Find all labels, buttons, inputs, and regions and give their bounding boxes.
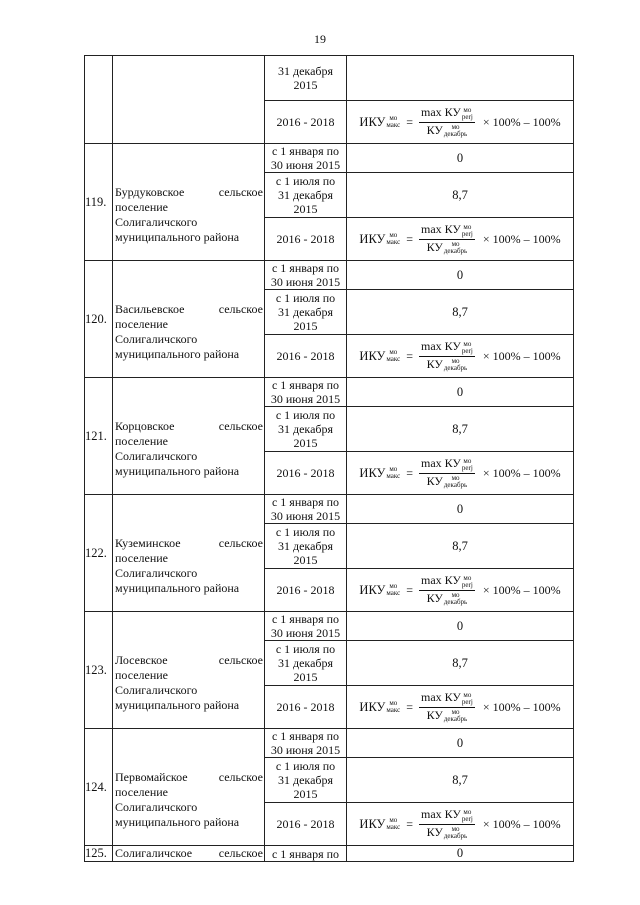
period-line: с 1 июля по xyxy=(275,174,336,188)
value-cell: 0 xyxy=(347,378,574,407)
formula-den: КУ xyxy=(426,707,443,722)
name-word: Солигаличское xyxy=(115,846,193,860)
value-cell: 8,7 xyxy=(347,407,574,452)
formula-num: max КУ xyxy=(421,456,461,471)
formula-lhs-sup: мо xyxy=(389,348,398,356)
formula-fraction xyxy=(419,457,475,489)
name-line: муниципального района xyxy=(115,697,240,712)
formula-lhs: ИКУ xyxy=(359,348,386,363)
period-line: 2015 xyxy=(293,553,318,567)
formula-lhs-sup: мо xyxy=(389,699,398,707)
row-number: 123. xyxy=(85,612,113,729)
period-line: с 1 января по xyxy=(271,729,340,743)
name-line: поселение xyxy=(115,667,169,682)
value-cell: 0 xyxy=(347,495,574,524)
name-line: Солигаличского xyxy=(115,331,198,346)
formula-den: КУ xyxy=(426,824,443,839)
formula-tail: × 100% – 100% xyxy=(482,114,561,129)
formula-den-sup: мо xyxy=(451,122,460,131)
formula-num-sub: perj xyxy=(461,580,473,589)
period-cell xyxy=(265,758,347,803)
formula xyxy=(347,340,573,372)
formula-lhs-sub: макс xyxy=(386,472,401,480)
period-line: 30 июня 2015 xyxy=(270,743,341,757)
formula-fraction xyxy=(419,574,475,606)
formula-tail: × 100% – 100% xyxy=(482,582,561,597)
name-line: муниципального района xyxy=(115,346,240,361)
table-row xyxy=(85,144,574,173)
period-cell xyxy=(265,641,347,686)
period-line: 31 декабря xyxy=(277,422,334,436)
formula-den-sub: декабрь xyxy=(443,714,468,723)
name-line: муниципального района xyxy=(115,229,240,244)
table-row xyxy=(85,729,574,758)
formula xyxy=(347,223,573,255)
formula-eq: = xyxy=(406,465,413,480)
formula-lhs-sub: макс xyxy=(386,706,401,714)
name-line: Солигаличского xyxy=(115,682,198,697)
formula xyxy=(347,106,573,138)
formula xyxy=(347,808,573,840)
value-cell xyxy=(347,56,574,101)
formula-num-sub: perj xyxy=(461,229,473,238)
name-word: Корцовское xyxy=(115,418,175,433)
settlement-name xyxy=(113,612,265,729)
period-line: с 1 января по xyxy=(271,261,340,275)
value-cell: 8,7 xyxy=(347,290,574,335)
formula-lhs-sup: мо xyxy=(389,465,398,473)
table-row xyxy=(85,495,574,524)
formula-eq: = xyxy=(406,231,413,246)
name-word: сельское xyxy=(218,535,263,550)
formula-cell xyxy=(347,569,574,612)
name-line: поселение xyxy=(115,199,169,214)
formula xyxy=(347,691,573,723)
period-line: с 1 июля по xyxy=(275,759,336,773)
period-line: 31 декабря xyxy=(277,188,334,202)
formula-den-sup: мо xyxy=(451,473,460,482)
period-line: 30 июня 2015 xyxy=(270,275,341,289)
formula-num: max КУ xyxy=(421,339,461,354)
value-cell: 8,7 xyxy=(347,641,574,686)
period-line: 30 июня 2015 xyxy=(270,392,341,406)
formula-den: КУ xyxy=(426,356,443,371)
formula-num: max КУ xyxy=(421,222,461,237)
period-line: 2015 xyxy=(293,436,318,450)
name-line: поселение xyxy=(115,784,169,799)
name-line: Солигаличского xyxy=(115,214,198,229)
name-line: Солигаличского xyxy=(115,448,198,463)
period-cell: 2016 - 2018 xyxy=(265,569,347,612)
formula-lhs: ИКУ xyxy=(359,114,386,129)
number-cell xyxy=(85,56,113,144)
table-row xyxy=(85,261,574,290)
formula-den-sub: декабрь xyxy=(443,129,468,138)
name-line: муниципального района xyxy=(115,580,240,595)
formula-den: КУ xyxy=(426,239,443,254)
formula-num: max КУ xyxy=(421,573,461,588)
period-line: 31 декабря xyxy=(277,773,334,787)
value-cell: 0 xyxy=(347,612,574,641)
formula-lhs-sup: мо xyxy=(389,816,398,824)
formula-den-sup: мо xyxy=(451,239,460,248)
row-number: 121. xyxy=(85,378,113,495)
period-cell: с 1 января по xyxy=(265,846,347,862)
tariff-table xyxy=(84,55,574,862)
period-cell: 2016 - 2018 xyxy=(265,803,347,846)
formula-lhs-sup: мо xyxy=(389,231,398,239)
settlement-name xyxy=(113,846,265,862)
period-cell xyxy=(265,290,347,335)
table-row xyxy=(85,378,574,407)
formula-tail: × 100% – 100% xyxy=(482,465,561,480)
formula-cell xyxy=(347,452,574,495)
period-line: с 1 января по xyxy=(271,144,340,158)
period-line: с 1 июля по xyxy=(275,642,336,656)
period-line: с 1 июля по xyxy=(275,291,336,305)
name-line: поселение xyxy=(115,316,169,331)
formula-cell xyxy=(347,335,574,378)
formula-fraction xyxy=(419,223,475,255)
formula-num-sub: perj xyxy=(461,697,473,706)
formula-lhs-sub: макс xyxy=(386,238,401,246)
value-cell: 8,7 xyxy=(347,758,574,803)
row-number: 125. xyxy=(85,846,113,862)
formula-den-sup: мо xyxy=(451,590,460,599)
formula-fraction xyxy=(419,340,475,372)
formula-den-sub: декабрь xyxy=(443,363,468,372)
formula xyxy=(347,457,573,489)
period-cell xyxy=(265,261,347,290)
formula-num-sup: мо xyxy=(463,105,472,114)
period-line: 31 декабря xyxy=(277,305,334,319)
formula-lhs-sub: макс xyxy=(386,823,401,831)
formula-cell xyxy=(347,803,574,846)
settlement-name xyxy=(113,495,265,612)
value-cell: 0 xyxy=(347,144,574,173)
formula-fraction xyxy=(419,106,475,138)
formula-num-sub: perj xyxy=(461,463,473,472)
formula-num-sup: мо xyxy=(463,456,472,465)
formula-fraction xyxy=(419,691,475,723)
settlement-name xyxy=(113,378,265,495)
formula-den-sup: мо xyxy=(451,824,460,833)
name-word: сельское xyxy=(218,846,263,860)
period-line: 2015 xyxy=(293,787,318,801)
formula-lhs: ИКУ xyxy=(359,231,386,246)
formula-den-sup: мо xyxy=(451,707,460,716)
name-cell xyxy=(113,56,265,144)
page-number: 19 xyxy=(314,32,326,46)
formula-lhs: ИКУ xyxy=(359,699,386,714)
formula-lhs-sub: макс xyxy=(386,355,401,363)
period-line: с 1 июля по xyxy=(275,525,336,539)
period-cell xyxy=(265,495,347,524)
formula-lhs-sub: макс xyxy=(386,589,401,597)
formula-den: КУ xyxy=(426,122,443,137)
formula-eq: = xyxy=(406,699,413,714)
row-number: 119. xyxy=(85,144,113,261)
period-cell: 2016 - 2018 xyxy=(265,686,347,729)
formula-num-sup: мо xyxy=(463,807,472,816)
formula-num-sub: perj xyxy=(461,112,473,121)
name-word: сельское xyxy=(218,652,263,667)
formula-eq: = xyxy=(406,816,413,831)
name-line: Солигаличского xyxy=(115,799,198,814)
period-line: 2015 xyxy=(293,202,318,216)
formula-num: max КУ xyxy=(421,105,461,120)
value-cell: 0 xyxy=(347,729,574,758)
formula-cell xyxy=(347,686,574,729)
formula-tail: × 100% – 100% xyxy=(482,699,561,714)
period-cell xyxy=(265,524,347,569)
settlement-name xyxy=(113,261,265,378)
table-row xyxy=(85,846,574,862)
period-line: с 1 января по xyxy=(271,612,340,626)
name-line: Солигаличского xyxy=(115,565,198,580)
value-cell: 8,7 xyxy=(347,173,574,218)
name-word: сельское xyxy=(218,301,263,316)
settlement-name xyxy=(113,729,265,846)
period-line: 2015 xyxy=(293,78,318,92)
formula-lhs-sub: макс xyxy=(386,121,401,129)
formula-den-sub: декабрь xyxy=(443,480,468,489)
row-number: 124. xyxy=(85,729,113,846)
period-cell: 2016 - 2018 xyxy=(265,335,347,378)
name-line: муниципального района xyxy=(115,814,240,829)
formula-tail: × 100% – 100% xyxy=(482,231,561,246)
formula-num: max КУ xyxy=(421,807,461,822)
value-cell: 0 xyxy=(347,261,574,290)
formula-den-sup: мо xyxy=(451,356,460,365)
formula-cell xyxy=(347,218,574,261)
name-word: сельское xyxy=(218,184,263,199)
formula-den-sub: декабрь xyxy=(443,831,468,840)
formula-tail: × 100% – 100% xyxy=(482,348,561,363)
name-word: Бурдуковское xyxy=(115,184,185,199)
period-line: 2015 xyxy=(293,319,318,333)
period-cell: 2016 - 2018 xyxy=(265,452,347,495)
name-line: поселение xyxy=(115,550,169,565)
formula-num-sub: perj xyxy=(461,346,473,355)
row-number: 120. xyxy=(85,261,113,378)
period-cell: 2016 - 2018 xyxy=(265,218,347,261)
period-cell xyxy=(265,729,347,758)
name-line: муниципального района xyxy=(115,463,240,478)
formula-lhs-sup: мо xyxy=(389,114,398,122)
formula-lhs: ИКУ xyxy=(359,465,386,480)
formula-eq: = xyxy=(406,348,413,363)
period-cell xyxy=(265,144,347,173)
name-word: сельское xyxy=(218,418,263,433)
period-line: 31 декабря xyxy=(277,539,334,553)
period-cell: 2016 - 2018 xyxy=(265,101,347,144)
period-line: 31 декабря xyxy=(277,656,334,670)
formula-cell xyxy=(347,101,574,144)
formula-den-sub: декабрь xyxy=(443,597,468,606)
formula-num-sup: мо xyxy=(463,690,472,699)
period-line: 30 июня 2015 xyxy=(270,626,341,640)
formula-lhs-sup: мо xyxy=(389,582,398,590)
formula-den-sub: декабрь xyxy=(443,246,468,255)
formula-num: max КУ xyxy=(421,690,461,705)
formula-num-sup: мо xyxy=(463,222,472,231)
period-cell xyxy=(265,56,347,101)
formula-num-sub: perj xyxy=(461,814,473,823)
formula-den: КУ xyxy=(426,590,443,605)
formula-tail: × 100% – 100% xyxy=(482,816,561,831)
formula-lhs: ИКУ xyxy=(359,582,386,597)
period-line: с 1 января по xyxy=(271,495,340,509)
name-word: сельское xyxy=(218,769,263,784)
name-line: поселение xyxy=(115,433,169,448)
row-number: 122. xyxy=(85,495,113,612)
formula-eq: = xyxy=(406,114,413,129)
period-cell xyxy=(265,612,347,641)
value-cell: 0 xyxy=(347,846,574,862)
formula-den: КУ xyxy=(426,473,443,488)
name-word: Куземинское xyxy=(115,535,181,550)
name-word: Лосевское xyxy=(115,652,168,667)
formula-num-sup: мо xyxy=(463,339,472,348)
formula-fraction xyxy=(419,808,475,840)
name-word: Васильевское xyxy=(115,301,185,316)
period-cell xyxy=(265,407,347,452)
period-line: 30 июня 2015 xyxy=(270,158,341,172)
period-line: с 1 июля по xyxy=(275,408,336,422)
value-cell: 8,7 xyxy=(347,524,574,569)
table-row xyxy=(85,56,574,101)
period-line: 31 декабря xyxy=(277,64,334,78)
formula-lhs: ИКУ xyxy=(359,816,386,831)
formula xyxy=(347,574,573,606)
period-cell xyxy=(265,173,347,218)
settlement-name xyxy=(113,144,265,261)
formula-num-sup: мо xyxy=(463,573,472,582)
formula-eq: = xyxy=(406,582,413,597)
period-line: с 1 января по xyxy=(271,378,340,392)
period-line: 30 июня 2015 xyxy=(270,509,341,523)
period-cell xyxy=(265,378,347,407)
period-line: 2015 xyxy=(293,670,318,684)
name-word: Первомайское xyxy=(115,769,188,784)
table-row xyxy=(85,612,574,641)
